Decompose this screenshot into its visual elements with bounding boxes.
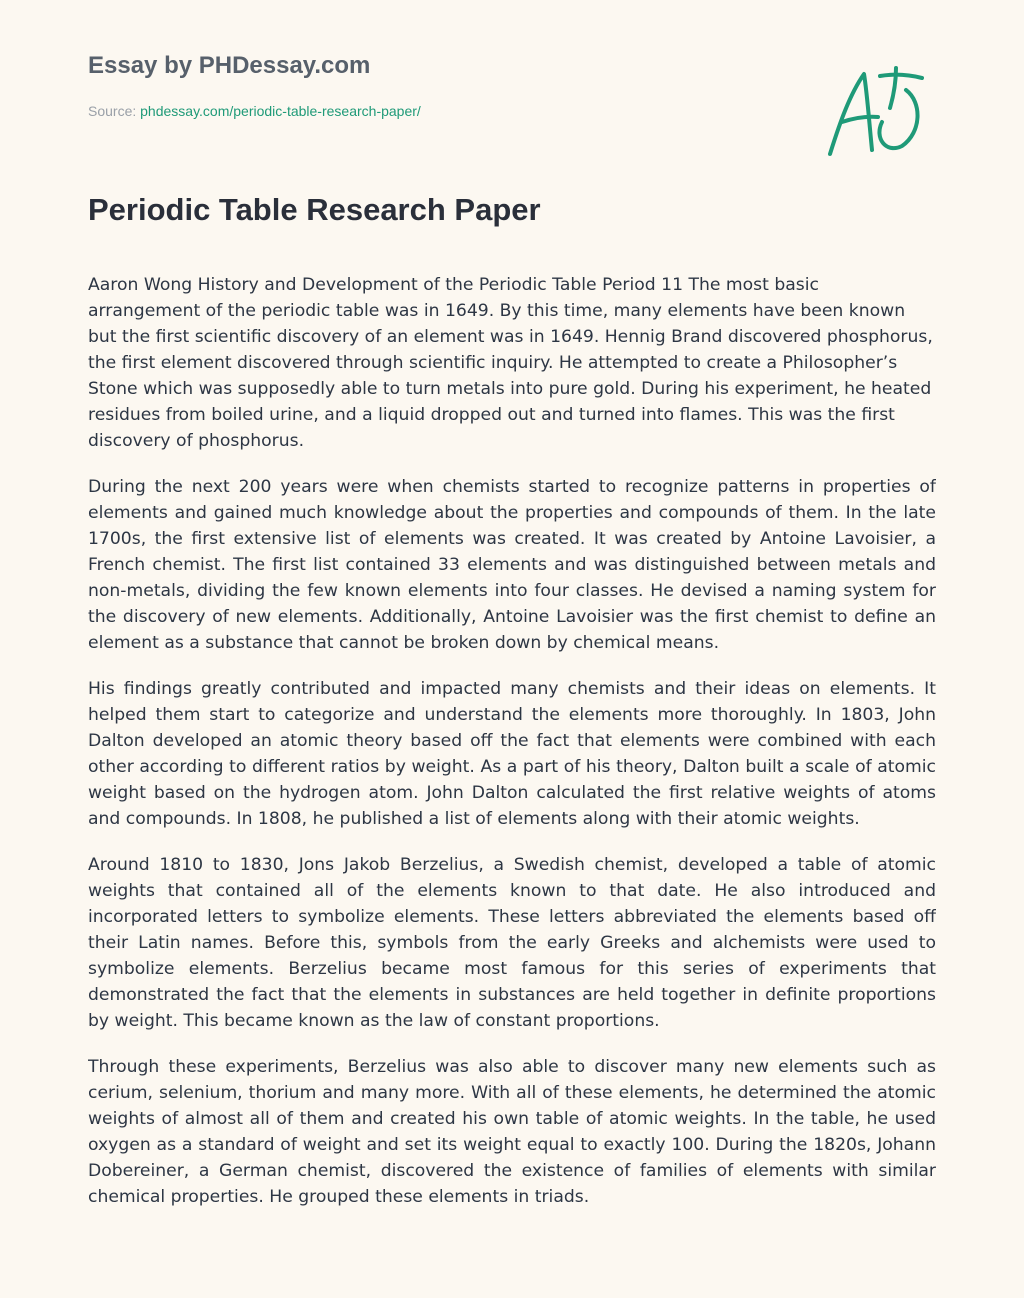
essay-paragraph: Around 1810 to 1830, Jons Jakob Berzelius, a Swedish chemist, developed a table of atomic weights that contained all of the elements known to that date. He also introduced and incorporated letters to symbolize elements. These letters abbreviated the elements based off their Latin names. Before this, symbols from the early Greeks and alchemists were used to symbolize elements. Berzelius became most famous for this series of experiments that demonstrated the fact that the elements in substances are held together in definite proportions by weight. This became known as the law of constant proportions. [88,855,936,1031]
essay-paragraph: His findings greatly contributed and impacted many chemists and their ideas on elements. It helped them start to categorize and understand the elements more thoroughly. In 1803, John Dalton developed an atomic theory based off the fact that elements were combined with each other according to different ratios by weight. As a part of his theory, Dalton built a scale of atomic weight based on the hydrogen atom. John Dalton calculated the first relative weights of atoms and compounds. In 1808, he published a list of elements along with their atomic weights. [88,679,936,829]
essay-paragraph: Aaron Wong History and Development of the Periodic Table Period 11 The most basic arrangement of the periodic table was in 1649. By this time, many elements have been known but the first scientific discovery of an element was in 1649. Hennig Brand discovered phosphorus, the first element discovered through scientific inquiry. He attempted to create a Philosopher’s Stone which was supposedly able to turn metals into pure gold. During his experiment, he heated residues from boiled urine, and a liquid dropped out and turned into flames. This was the first discovery of phosphorus. [88,275,933,451]
essay-body [88,272,936,1256]
source-line [88,102,788,120]
a-plus-logo-icon [822,62,930,162]
source-label: Source: [88,103,141,119]
essay-paragraph: During the next 200 years were when chemists started to recognize patterns in properties of elements and gained much knowledge about the properties and compounds of them. In the late 1700s, the first extensive list of elements was created. It was created by Antoine Lavoisier, a French chemist. The first list contained 33 elements and was distinguished between metals and non-metals, dividing the few known elements into four classes. He devised a naming system for the discovery of new elements. Additionally, Antoine Lavoisier was the first chemist to define an element as a substance that cannot be broken down by chemical means. [88,477,936,653]
essay-title: Periodic Table Research Paper [88,192,541,227]
page-header [88,52,788,120]
essay-paragraph: Through these experiments, Berzelius was also able to discover many new elements such as cerium, selenium, thorium and many more. With all of these elements, he determined the atomic weights of almost all of them and created his own table of atomic weights. In the table, he used oxygen as a standard of weight and set its weight equal to exactly 100. During the 1820s, Johann Dobereiner, a German chemist, discovered the existence of families of elements with similar chemical properties. He grouped these elements in triads. [88,1057,936,1207]
site-brand: Essay by PHDessay.com [88,52,371,79]
source-link[interactable]: phdessay.com/periodic-table-research-paper/ [140,103,421,119]
